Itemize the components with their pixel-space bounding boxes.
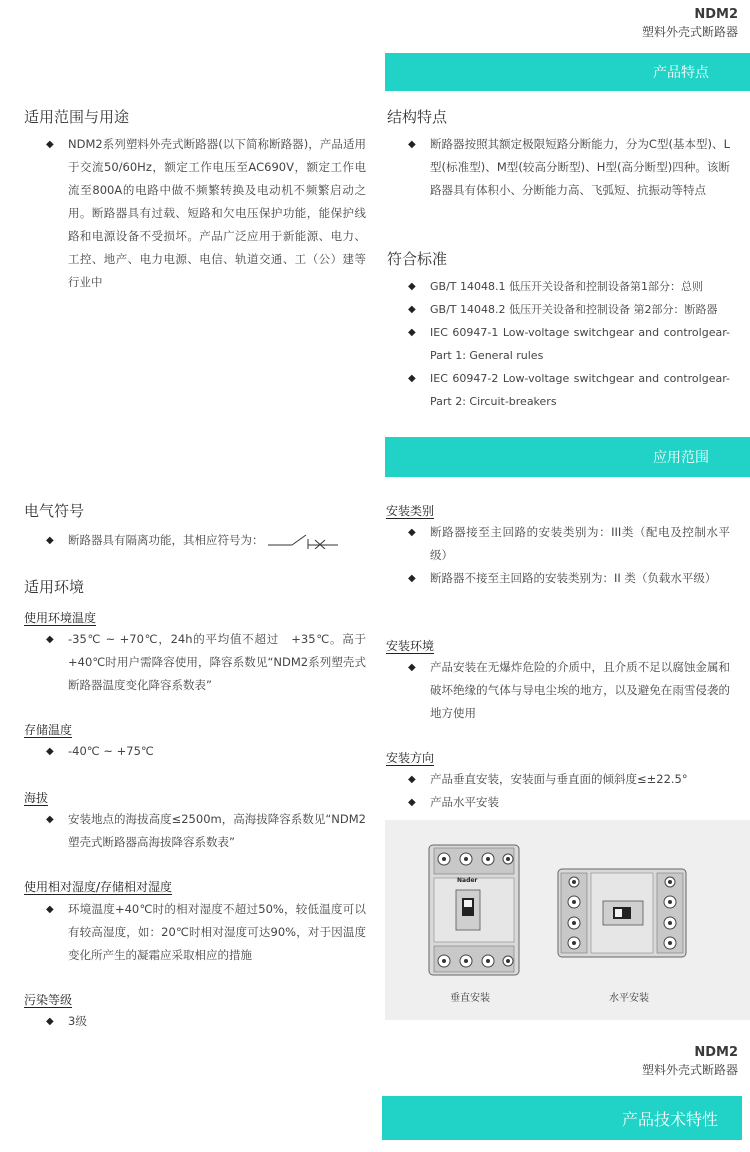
install-category-list: [408, 521, 730, 590]
scope-item: ◆ NDM2系列塑料外壳式断路器(以下简称断路器)，产品适用于交流50/60Hz，额定工作电压至AC690V，额定工作电流至800A的电路中做不频繁转换及电动机不频繁启动之用。断路器具有过载、短路和欠电压保护功能，能保护线路和电源设备不受损坏。产品广泛应用于新能源、电力、工控、地产、电力电源、电信、轨道交通、工（公）建等行业中: [46, 133, 366, 294]
list-item: ◆ 断路器接至主回路的安装类别为：III类（配电及控制水平级）: [408, 521, 730, 567]
install-orientation-figure: [385, 820, 750, 1020]
standards-title: 符合标准: [387, 250, 448, 268]
caption-vertical: 垂直安装: [450, 993, 490, 1004]
diamond-bullet-icon: ◆: [46, 139, 54, 150]
horizontal-breaker-image: [557, 868, 687, 958]
section-band-features: [385, 53, 750, 91]
storage-subtitle: 存储温度: [24, 723, 73, 737]
diamond-bullet-icon: ◆: [46, 746, 54, 757]
diamond-bullet-icon: ◆: [408, 662, 416, 673]
scope-title: 适用范围与用途: [24, 108, 130, 126]
vertical-breaker-image: [428, 844, 520, 976]
diamond-bullet-icon: ◆: [46, 904, 54, 915]
pollution-subtitle: 污染等级: [24, 993, 73, 1007]
temp-item: ◆ -35℃ ~ +70℃，24h的平均值不超过 +35℃。高于+40℃时用户需降容使用，降容系数见“NDM2系列塑壳式断路器温度变化降容系数表”: [46, 628, 366, 697]
band-label: 产品特点: [653, 65, 709, 81]
diamond-bullet-icon: ◆: [408, 797, 416, 808]
header-model: NDM2: [694, 7, 738, 22]
list-item: ◆ 产品垂直安装，安装面与垂直面的倾斜度≤±22.5°: [408, 768, 730, 791]
band-label: 应用范围: [653, 450, 709, 466]
diamond-bullet-icon: ◆: [408, 373, 416, 384]
list-item: ◆ 产品水平安装: [408, 791, 730, 814]
diamond-bullet-icon: ◆: [46, 535, 54, 546]
diamond-bullet-icon: ◆: [408, 527, 416, 538]
caption-horizontal: 水平安装: [609, 993, 649, 1004]
diamond-bullet-icon: ◆: [408, 281, 416, 292]
list-item: ◆ IEC 60947-2 Low-voltage switchgear and controlgear-Part 2: Circuit-breakers: [408, 367, 730, 413]
list-item: ◆ GB/T 14048.1 低压开关设备和控制设备第1部分：总则: [408, 275, 730, 298]
altitude-subtitle: 海拔: [24, 791, 49, 805]
humidity-item: ◆ 环境温度+40℃时的相对湿度不超过50%，较低温度可以有较高湿度，如：20℃时相对湿度可达90%，对于因温度变化所产生的凝霜应采取相应的措施: [46, 898, 366, 967]
symbol-item: ◆ 断路器具有隔离功能，其相应符号为：: [46, 529, 366, 552]
isolation-switch-symbol-icon: [266, 533, 340, 549]
list-item: ◆ GB/T 14048.2 低压开关设备和控制设备 第2部分：断路器: [408, 298, 730, 321]
install-env-item: ◆ 产品安装在无爆炸危险的介质中，且介质不足以腐蚀金属和破坏绝缘的气体与导电尘埃的地方，以及避免在雨雪侵袭的地方使用: [408, 656, 730, 725]
temp-subtitle: 使用环境温度: [24, 611, 97, 625]
diamond-bullet-icon: ◆: [408, 327, 416, 338]
structure-item: ◆ 断路器按照其额定极限短路分断能力，分为C型(基本型)、L型(标准型)、M型(较高分断型)、H型(高分断型)四种。该断路器具有体积小、分断能力高、飞弧短、抗振动等特点: [408, 133, 730, 202]
section-band-application: [385, 437, 750, 477]
footer-model: NDM2: [694, 1045, 738, 1060]
symbol-title: 电气符号: [24, 502, 85, 520]
diamond-bullet-icon: ◆: [408, 139, 416, 150]
brand-label: Nader: [457, 877, 478, 884]
standards-list: [408, 275, 730, 413]
band-label: 产品技术特性: [621, 1109, 718, 1129]
environment-title: 适用环境: [24, 578, 85, 596]
structure-title: 结构特点: [387, 108, 448, 126]
diamond-bullet-icon: ◆: [46, 634, 54, 645]
altitude-item: ◆ 安装地点的海拔高度≤2500m，高海拔降容系数见“NDM2塑壳式断路器高海拔降容系数表”: [46, 808, 366, 854]
footer-product-name: 塑料外壳式断路器: [641, 1063, 738, 1077]
diamond-bullet-icon: ◆: [46, 814, 54, 825]
storage-item: ◆ -40℃ ~ +75℃: [46, 740, 366, 763]
diamond-bullet-icon: ◆: [46, 1016, 54, 1027]
list-item: ◆ IEC 60947-1 Low-voltage switchgear and controlgear-Part 1: General rules: [408, 321, 730, 367]
install-dir-subtitle: 安装方向: [386, 751, 435, 765]
humidity-subtitle: 使用相对湿度/存储相对湿度: [24, 880, 173, 894]
install-category-subtitle: 安装类别: [386, 504, 435, 518]
diamond-bullet-icon: ◆: [408, 774, 416, 785]
install-dir-list: [408, 768, 730, 814]
section-band-tech: [382, 1096, 742, 1140]
install-env-subtitle: 安装环境: [386, 639, 435, 653]
diamond-bullet-icon: ◆: [408, 304, 416, 315]
header-product-name: 塑料外壳式断路器: [641, 25, 738, 39]
list-item: ◆ 断路器不接至主回路的安装类别为：II 类（负载水平级）: [408, 567, 730, 590]
diamond-bullet-icon: ◆: [408, 573, 416, 584]
pollution-item: ◆ 3级: [46, 1010, 366, 1033]
